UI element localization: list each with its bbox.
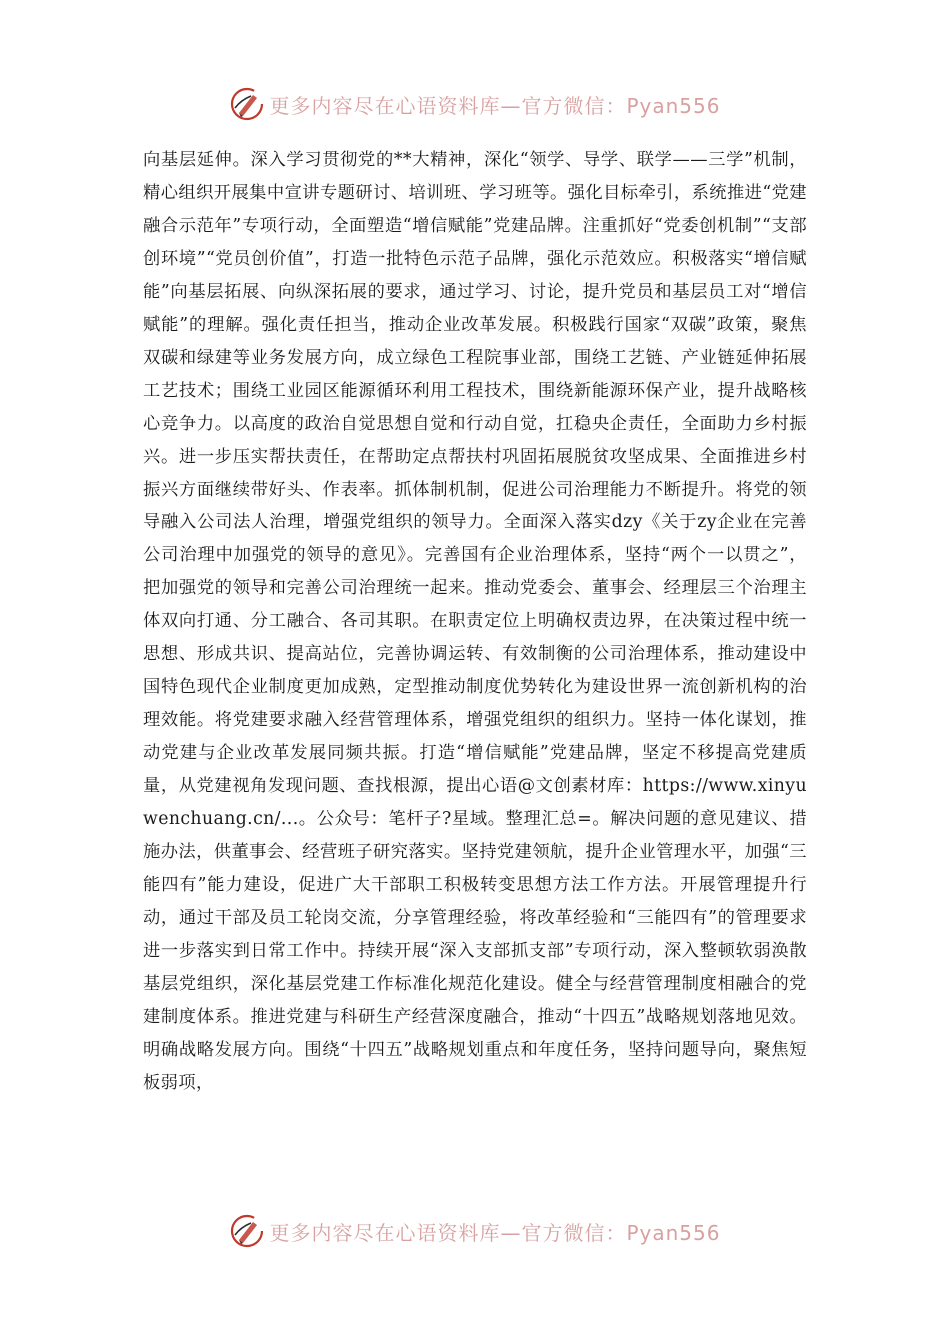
watermark-text: 更多内容尽在心语资料库—官方微信：Pyan556 (269, 93, 721, 118)
body-paragraph: 向基层延伸。深入学习贯彻党的**大精神，深化“领学、导学、联学——三学”机制，精心组织开展集中宣讲专题研讨、培训班、学习班等。强化目标牵引，系统推进“党建融合示范年”专项行动，全面塑造“增信赋能”党建品牌。注重抓好“党委创机制”“支部创环境”“党员创价值”，打造一批特色示范子品牌，强化示范效应。积极落实“增信赋能”向基层拓展、向纵深拓展的要求，通过学习、讨论，提升党员和基层员工对“增信赋能”的理解。强化责任担当，推动企业改革发展。积极践行国家“双碳”政策，聚焦双碳和绿建等业务发展方向，成立绿色工程院事业部，围绕工艺链、产业链延伸拓展工艺技术；围绕工业园区能源循环利用工程技术，围绕新能源环保产业，提升战略核心竞争力。以高度的政治自觉思想自觉和行动自觉，扛稳央企责任，全面助力乡村振兴。进一步压实帮扶责任，在帮助定点帮扶村巩固拓展脱贫攻坚成果、全面推进乡村振兴方面继续带好头、作表率。抓体制机制，促进公司治理能力不断提升。将党的领导融入公司法人治理，增强党组织的领导力。全面深入落实dzy《关于zy企业在完善公司治理中加强党的领导的意见》。完善国有企业治理体系，坚持“两个一以贯之”，把加强党的领导和完善公司治理统一起来。推动党委会、董事会、经理层三个治理主体双向打通、分工融合、各司其职。在职责定位上明确权责边界，在决策过程中统一思想、形成共识、提高站位，完善协调运转、有效制衡的公司治理体系，推动建设中国特色现代企业制度更加成熟，定型推动制度优势转化为建设世界一流创新机构的治理效能。将党建要求融入经营管理体系，增强党组织的组织力。坚持一体化谋划，推动党建与企业改革发展同频共振。打造“增信赋能”党建品牌，坚定不移提高党建质量，从党建视角发现问题、查找根源，提出心语@文创素材库：https://www.xinyuwenchuang.cn/...。公众号：笔杆子?星域。整理汇总=。解决问题的意见建议、措施办法，供董事会、经营班子研究落实。坚持党建领航，提升企业管理水平，加强“三能四有”能力建设，促进广大干部职工积极转变思想方法工作方法。开展管理提升行动，通过干部及员工轮岗交流，分享管理经验，将改革经验和“三能四有”的管理要求进一步落实到日常工作中。持续开展“深入支部抓支部”专项行动，深入整顿软弱涣散基层党组织，深化基层党建工作标准化规范化建设。健全与经营管理制度相融合的党建制度体系。推进党建与科研生产经营深度融合，推动“十四五”战略规划落地见效。明确战略发展方向。围绕“十四五”战略规划重点和年度任务，坚持问题导向，聚焦短板弱项， (143, 150, 807, 1093)
footer-watermark (0, 1211, 950, 1251)
watermark-text: 更多内容尽在心语资料库—官方微信：Pyan556 (269, 1220, 721, 1245)
pen-nib-logo-icon (229, 86, 265, 122)
header-watermark (0, 84, 950, 124)
pen-nib-logo-icon (229, 1213, 265, 1249)
